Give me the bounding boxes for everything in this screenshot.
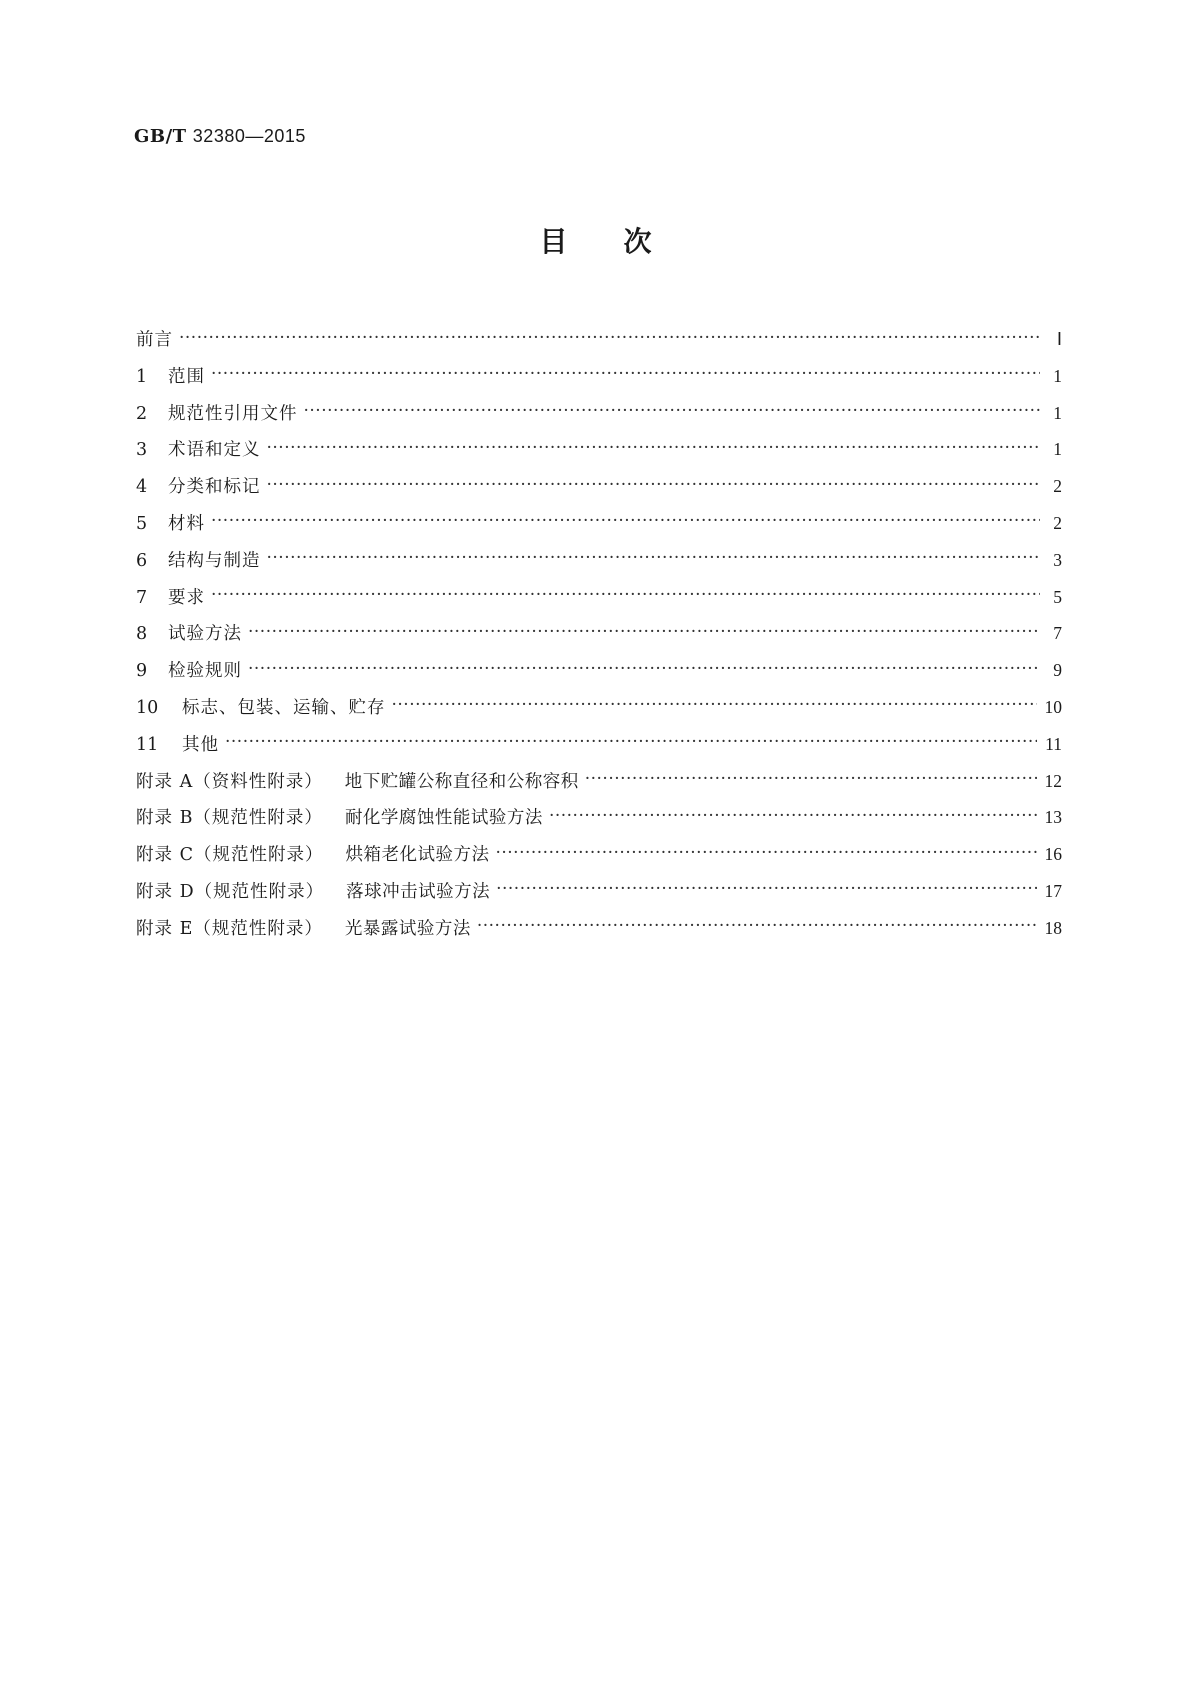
toc-entry-page: 1 <box>1053 365 1062 386</box>
toc-entry-appendix-c[interactable] <box>136 841 1062 878</box>
toc-dot-leader <box>211 364 1040 382</box>
toc-entry-page: 9 <box>1053 660 1062 681</box>
toc-dot-leader <box>211 585 1040 603</box>
toc-entry-10[interactable] <box>136 694 1062 731</box>
toc-entry-6[interactable] <box>136 547 1062 584</box>
toc-entry-5[interactable] <box>136 510 1062 547</box>
toc-entry-3[interactable] <box>136 436 1062 473</box>
toc-appendix-label: 附录 D（规范性附录） <box>136 881 325 902</box>
toc-entry-appendix-e[interactable] <box>136 915 1062 952</box>
toc-dot-leader <box>549 806 1037 824</box>
toc-entry-page: 18 <box>1044 917 1062 938</box>
toc-entry-label: 术语和定义 <box>168 440 261 461</box>
toc-entry-page: 1 <box>1053 439 1062 460</box>
toc-appendix-title: 烘箱老化试验方法 <box>345 845 490 866</box>
toc-entry-number: 9 <box>136 661 148 682</box>
toc-dot-leader <box>225 732 1037 750</box>
toc-entry-label: 结构与制造 <box>168 550 261 571</box>
standard-number: 32380—2015 <box>192 126 306 146</box>
toc-entry-label: 材料 <box>168 513 205 534</box>
toc-dot-leader <box>248 622 1040 640</box>
toc-entry-appendix-a[interactable] <box>136 768 1062 805</box>
toc-dot-leader <box>496 879 1036 897</box>
toc-entry-page: 2 <box>1053 476 1062 497</box>
toc-entry-number: 4 <box>136 477 148 498</box>
toc-entry-foreword[interactable] <box>136 326 1062 363</box>
toc-appendix-title: 耐化学腐蚀性能试验方法 <box>344 808 543 829</box>
toc-dot-leader <box>477 916 1037 934</box>
toc-entry-page: 2 <box>1053 512 1062 533</box>
toc-entry-page: Ⅰ <box>1056 329 1062 349</box>
toc-appendix-title: 光暴露试验方法 <box>344 918 471 939</box>
toc-entry-page: 1 <box>1053 402 1062 423</box>
toc-entry-2[interactable] <box>136 400 1062 437</box>
toc-entry-number: 1 <box>136 366 148 387</box>
toc-entry-page: 17 <box>1044 880 1062 901</box>
toc-entry-label: 要求 <box>168 587 205 608</box>
toc-dot-leader <box>267 548 1041 566</box>
standard-prefix: GB/T <box>134 126 187 147</box>
toc-dot-leader <box>585 769 1037 787</box>
toc-entry-label: 检验规则 <box>168 661 242 682</box>
toc-entry-number: 10 <box>136 697 159 718</box>
toc-entry-page: 7 <box>1053 623 1062 644</box>
toc-dot-leader <box>179 328 1040 346</box>
toc-entry-page: 13 <box>1044 807 1062 828</box>
toc-entry-number: 5 <box>136 513 148 534</box>
toc-entry-appendix-b[interactable] <box>136 804 1062 841</box>
standard-code <box>134 126 306 147</box>
toc-entry-9[interactable] <box>136 657 1062 694</box>
toc-entry-7[interactable] <box>136 584 1062 621</box>
toc-entry-number: 6 <box>136 550 148 571</box>
toc-entry-page: 10 <box>1044 696 1062 717</box>
toc-appendix-label: 附录 C（规范性附录） <box>136 845 324 866</box>
toc-entry-label: 试验方法 <box>168 624 242 645</box>
toc-entry-number: 7 <box>136 587 148 608</box>
toc-entry-page: 5 <box>1053 586 1062 607</box>
toc-dot-leader <box>211 511 1040 529</box>
table-of-contents <box>136 326 1062 952</box>
toc-dot-leader <box>392 695 1037 713</box>
toc-entry-1[interactable] <box>136 363 1062 400</box>
toc-entry-8[interactable] <box>136 620 1062 657</box>
toc-appendix-label: 附录 E（规范性附录） <box>136 918 323 939</box>
toc-entry-label: 其他 <box>182 734 219 755</box>
toc-entry-label: 标志、包装、运输、贮存 <box>182 697 386 718</box>
toc-appendix-label: 附录 A（资料性附录） <box>136 771 323 792</box>
toc-entry-page: 3 <box>1053 549 1062 570</box>
toc-entry-number: 8 <box>136 624 148 645</box>
toc-entry-number: 2 <box>136 403 148 424</box>
toc-appendix-title: 地下贮罐公称直径和公称容积 <box>344 771 579 792</box>
toc-entry-page: 11 <box>1045 733 1062 754</box>
toc-entry-page: 16 <box>1044 844 1062 865</box>
toc-title: 目次 <box>539 225 708 258</box>
toc-entry-number: 3 <box>136 440 148 461</box>
toc-appendix-title: 落球冲击试验方法 <box>346 881 491 902</box>
toc-entry-appendix-d[interactable] <box>136 878 1062 915</box>
toc-entry-label: 范围 <box>168 366 205 387</box>
toc-dot-leader <box>267 475 1041 493</box>
toc-entry-label: 规范性引用文件 <box>168 403 298 424</box>
toc-entry-label: 分类和标记 <box>168 477 261 498</box>
toc-dot-leader <box>304 401 1041 419</box>
toc-entry-11[interactable] <box>136 731 1062 768</box>
toc-entry-number: 11 <box>136 734 159 755</box>
toc-dot-leader <box>248 659 1040 677</box>
toc-dot-leader <box>495 843 1036 861</box>
toc-appendix-label: 附录 B（规范性附录） <box>136 808 323 829</box>
toc-entry-4[interactable] <box>136 473 1062 510</box>
toc-entry-page: 12 <box>1044 770 1062 791</box>
toc-dot-leader <box>267 438 1041 456</box>
toc-entry-label: 前言 <box>136 330 173 350</box>
